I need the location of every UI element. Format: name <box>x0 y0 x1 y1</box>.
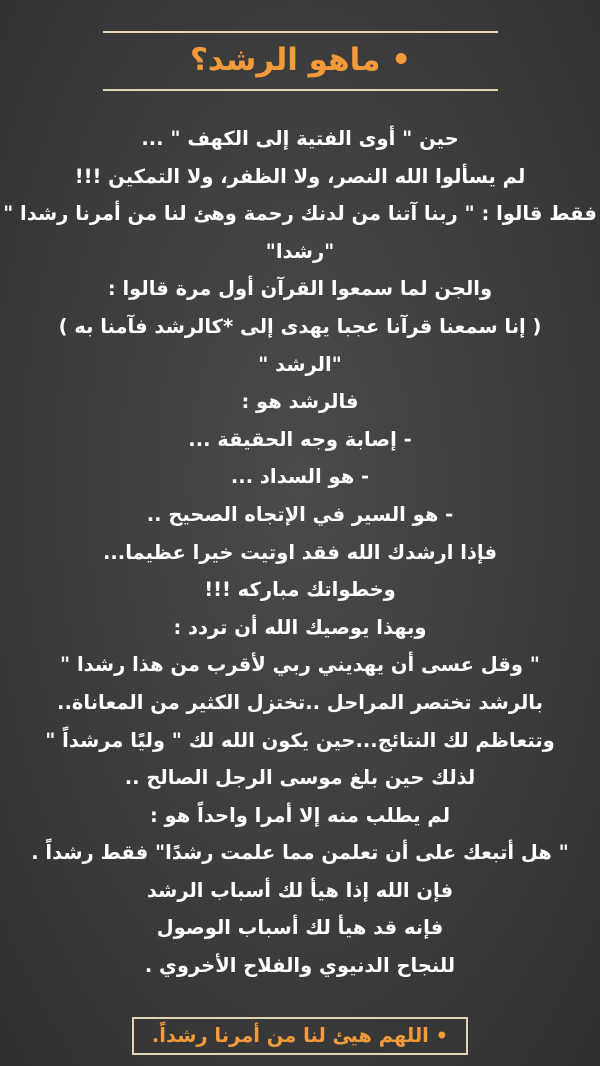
text-line: لم يسألوا الله النصر، ولا الظفر، ولا التمكين !!! <box>74 164 526 188</box>
text-line: والجن لما سمعوا القرآن أول مرة قالوا : <box>107 277 493 301</box>
closing-prayer: • اللهم هيئ لنا من أمرنا رشداً. <box>132 1017 468 1055</box>
text-line: - إصابة وجه الحقيقة ... <box>188 427 412 451</box>
text-line: "الرشد " <box>258 352 342 376</box>
text-line: فقط قالوا : " ربنا آتنا من لدنك رحمة وهئ لنا من أمرنا رشدا " <box>3 202 597 226</box>
text-line: وبهذا يوصيك الله أن تردد : <box>173 615 427 639</box>
text-line: فإنه قد هيأ لك أسباب الوصول <box>156 916 444 940</box>
title-top-divider <box>103 31 498 33</box>
text-line: وخطواتك مباركه !!! <box>204 578 396 602</box>
text-line: حين " أوى الفتية إلى الكهف " ... <box>141 127 459 150</box>
title-bottom-divider <box>103 89 498 91</box>
text-line: - هو السير في الإتجاه الصحيح .. <box>146 502 454 526</box>
text-line: "رشدا" <box>265 239 335 263</box>
text-line: لم يطلب منه إلا أمرا واحداً هو : <box>149 803 451 827</box>
text-line: ( إنا سمعنا قرآنا عجبا يهدى إلى *كالرشد فآمنا به ) <box>58 314 542 338</box>
text-line: - هو السداد ... <box>230 465 370 489</box>
body-text <box>0 120 600 985</box>
text-line: فإن الله إذا هيأ لك أسباب الرشد <box>146 878 454 902</box>
text-line: وتتعاظم لك النتائج...حين يكون الله لك " وليًا مرشداً " <box>45 728 555 752</box>
text-line: لذلك حين بلغ موسى الرجل الصالح .. <box>124 766 476 790</box>
text-line: للنجاح الدنيوي والفلاح الأخروي . <box>144 954 456 978</box>
text-line: " هل أتبعك على أن تعلمن مما علمت رشدًا" فقط رشداً . <box>31 841 569 865</box>
text-line: فالرشد هو : <box>241 390 359 414</box>
page-title: • ماهو الرشد؟ <box>189 42 412 78</box>
text-line: " وقل عسى أن يهديني ربي لأقرب من هذا رشدا " <box>60 653 540 677</box>
title-frame <box>103 31 498 91</box>
text-line: بالرشد تختصر المراحل ..تختزل الكثير من المعاناة.. <box>57 690 543 714</box>
text-line: فإذا ارشدك الله فقد اوتيت خيرا عظيما... <box>102 540 498 564</box>
